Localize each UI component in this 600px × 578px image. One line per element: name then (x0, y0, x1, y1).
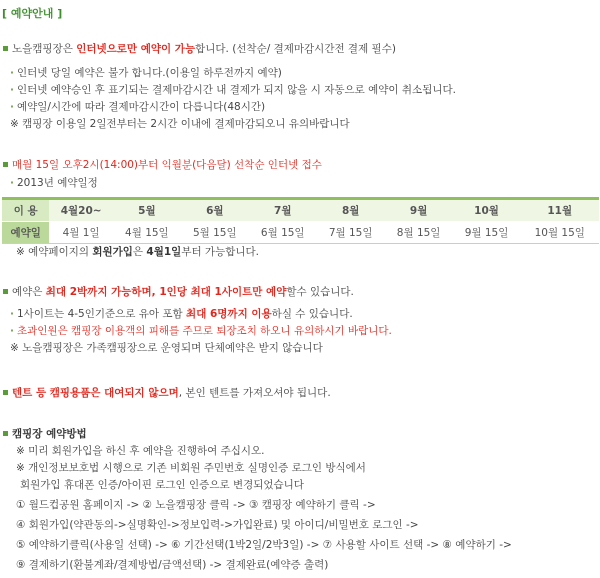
table-cell: 4월 15일 (113, 222, 181, 244)
list-item: · 예약일/시간에 따라 결제마감시간이 다릅니다(48시간) (10, 101, 266, 113)
table-cell: 9월 15일 (453, 222, 521, 244)
section-schedule (2, 157, 598, 192)
list-item: · 인터넷 예약승인 후 표기되는 결제마감시간 내 결제가 되지 않을 시 자동으로 예약이 취소됩니다. (10, 84, 456, 96)
list-item: · 인터넷 당일 예약은 불가 합니다.(이용일 하루전까지 예약) (10, 67, 282, 79)
bullet-dot-icon: · (10, 308, 14, 320)
table-row (2, 222, 599, 244)
schedule-table (2, 198, 599, 244)
instruction-step: ④ 회원가입(약관동의->실명확인->정보입력->가입완료) 및 아이디/비밀번호 로그인 -> (16, 519, 419, 531)
bullet-dot-icon: · (10, 67, 14, 79)
bullet-square-icon (3, 162, 8, 167)
bullet-dot-icon: · (10, 84, 14, 96)
heading-text-post: 합니다. (선착순/ 결제마감시간전 결제 필수) (195, 43, 396, 55)
schedule-note: ※ 예약페이지의 회원가입은 4월1일부터 가능합니다. (16, 246, 259, 258)
table-cell: 7월 (249, 199, 317, 222)
table-cell: 10월 (453, 199, 521, 222)
list-item: · 1사이트는 4-5인기준으로 유아 포함 최대 6명까지 이용하실 수 있습니다. (10, 308, 353, 320)
bullet-dot-icon: · (10, 101, 14, 113)
bullet-dot-icon: · (10, 325, 14, 337)
section-limits (2, 284, 598, 357)
table-cell: 8월 15일 (385, 222, 453, 244)
instruction-line: ※ 개인정보보호법 시행으로 기존 비회원 주민번호 실명인증 로그인 방식에서 (16, 462, 366, 474)
section-heading: 캠핑장 예약방법 (2, 426, 598, 442)
table-cell: 5월 15일 (181, 222, 249, 244)
bullet-square-icon (3, 289, 8, 294)
row-label-use: 이 용 (2, 199, 49, 222)
heading-text-pre: 노을캠핑장은 (12, 43, 77, 55)
note-text: ※ 노을캠핑장은 가족캠핑장으로 운영되며 단체예약은 받지 않습니다 (10, 342, 323, 354)
list-item: · 초과인원은 캠핑장 이용객의 피해를 주므로 퇴장조치 하오니 유의하시기 바랍니다. (10, 325, 392, 337)
bullet-square-icon (3, 431, 8, 436)
section-tent (2, 385, 598, 401)
section-heading: 텐트 등 캠핑용품은 대여되지 않으며, 본인 텐트를 가져오셔야 됩니다. (2, 385, 598, 401)
bullet-square-icon (3, 46, 8, 51)
bullet-dot-icon: · (10, 177, 14, 189)
list-item: · 2013년 예약일정 (10, 177, 98, 189)
table-cell: 9월 (385, 199, 453, 222)
instruction-line: 회원가입 휴대폰 인증/아이핀 로그인 인증으로 변경되었습니다 (20, 479, 304, 491)
table-cell: 4월20~ (49, 199, 113, 222)
note-text: ※ 캠핑장 이용일 2일전부터는 2시간 이내에 결제마감되오니 유의바랍니다 (10, 118, 350, 130)
table-cell: 4월 1일 (49, 222, 113, 244)
table-cell: 6월 15일 (249, 222, 317, 244)
table-row (2, 199, 599, 222)
table-cell: 10월 15일 (521, 222, 599, 244)
page-title: [ 예약안내 ] (2, 7, 63, 20)
table-cell: 11월 (521, 199, 599, 222)
table-cell: 6월 (181, 199, 249, 222)
instruction-line: ※ 미리 회원가입을 하신 후 예약을 진행하여 주십시오. (16, 445, 265, 457)
instruction-step: ⑨ 결제하기(환불계좌/결제방법/금액선택) -> 결제완료(예약증 출력) (16, 559, 329, 571)
table-cell: 7월 15일 (317, 222, 385, 244)
bullet-square-icon (3, 390, 8, 395)
section-heading (2, 41, 598, 57)
instruction-step: ⑤ 예약하기클릭(사용일 선택) -> ⑥ 기간선택(1박2일/2박3일) -> ⑦ 사용할 사이트 선택 -> ⑧ 예약하기 -> (16, 539, 512, 551)
section-online-reservation (2, 41, 598, 133)
section-heading: 매월 15일 오후2시(14:00)부터 익월분(다음달) 선착순 인터넷 접수 (2, 157, 598, 173)
table-cell: 5월 (113, 199, 181, 222)
heading-text-highlight: 인터넷으로만 예약이 가능 (76, 43, 196, 55)
row-label-reservation: 예약일 (2, 222, 49, 244)
section-how-to-reserve (2, 426, 598, 574)
section-heading: 예약은 최대 2박까지 가능하며, 1인당 최대 1사이트만 예약할수 있습니다. (2, 284, 598, 300)
table-cell: 8월 (317, 199, 385, 222)
instruction-step: ① 월드컵공원 홈페이지 -> ② 노을캠핑장 클릭 -> ③ 캠핑장 예약하기 클릭 -> (16, 499, 376, 511)
